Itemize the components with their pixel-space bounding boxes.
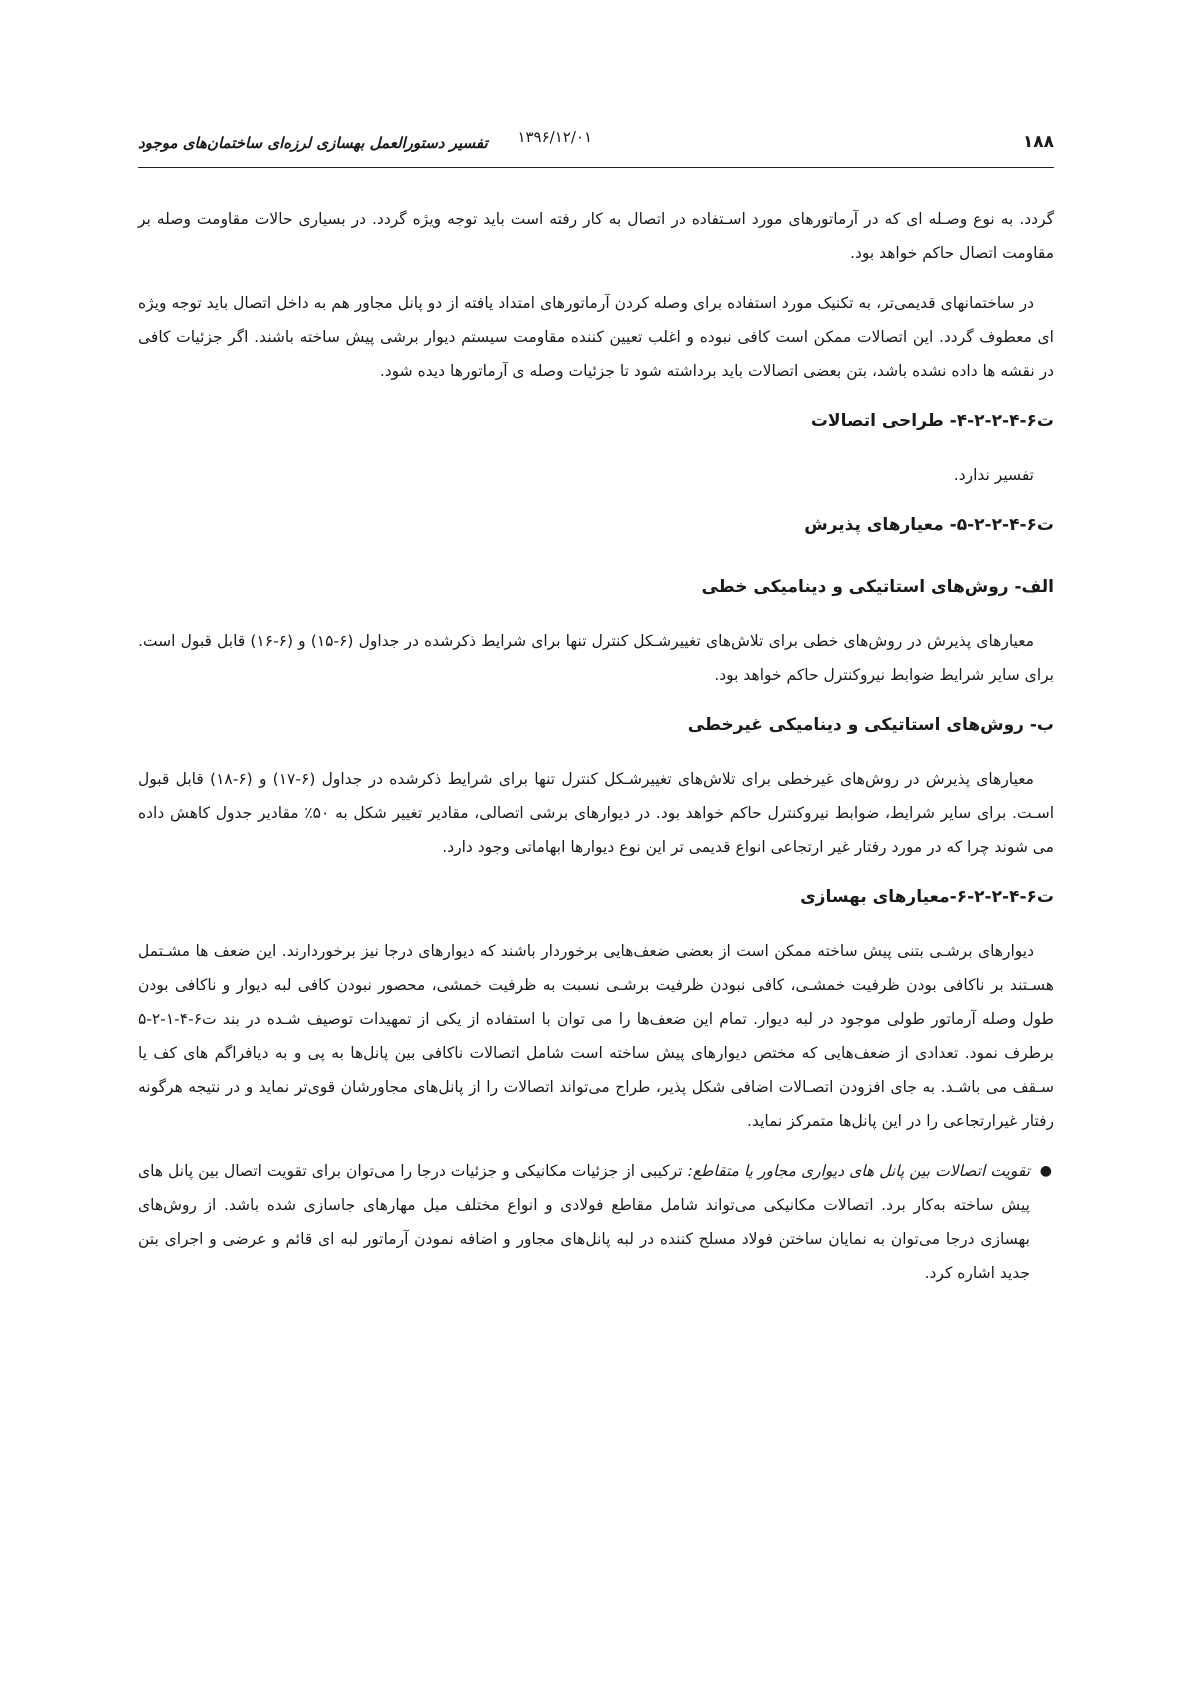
heading-connection-design: ت۶-۴-۲-۲-۴- طراحی اتصالات xyxy=(810,411,1054,431)
heading-nonlinear-methods: ب- روش‌های استاتیکی و دینامیکی غیرخطی xyxy=(687,715,1054,735)
list-item xyxy=(138,1154,1052,1290)
paragraph-retrofit: دیوارهای برشـی بتنی پیش ساخته ممکن است از بعضی ضعف‌هایی برخوردار باشند که دیوارهای درجا نیز برخوردارند. این ضعف ها مشـتمل هسـتند بر ناکافی بودن ظرفیت خمشـی، کافی نبودن ظرفیت برشـی نسبت به ظرفیت خمشی، محصور نبودن کافی لبه دیوار و ناکافی بودن طول وصله آرماتور طولی موجود در لبه دیوار. تمام این ضعف‌ها را می توان با استفاده از یکی از تمهیدات توصیف شـده در بند ت۶-۴-۱-۲-۵ برطرف نمود. تعدادی از ضعف‌هایی که مختص دیوارهای پیش ساخته است شامل اتصالات ناکافی بین پانل‌ها به پی و به دیافراگم های کف یا سـقف می باشـد. به جای افزودن اتصـالات اضافی شکل پذیر، طراح می‌تواند اتصالات را از پانل‌های مجاورشان قوی‌تر نماید و در نتیجه هرگونه رفتار غیرارتجاعی را در این پانل‌ها متمرکز نماید. xyxy=(138,942,1054,1130)
heading-linear-methods: الف- روش‌های استاتیکی و دینامیکی خطی xyxy=(701,577,1054,597)
page-body xyxy=(138,202,1054,1290)
page-number: ۱۸۸ xyxy=(1022,132,1054,152)
paragraph-linear: معیارهای پذیرش در روش‌های خطی برای تلاش‌های تغییرشـکل کنترل تنها برای شرایط ذکرشده در جداول (۶-۱۵) و (۶-۱۶) قابل قبول است. برای سایر شرایط ضوابط نیروکنترل حاکم خواهد بود. xyxy=(138,632,1054,684)
retrofit-list xyxy=(138,1154,1054,1290)
running-header xyxy=(138,128,1054,168)
header-title: تفسیر دستورالعمل بهسازی لرزه‌ای ساختمان‌های موجود xyxy=(138,134,488,152)
paragraph-continuation: گردد. به نوع وصـله ای که در آرماتورهای مورد اسـتفاده در اتصال به کار رفته است باید توجه ویژه گردد. در بسیاری حالات مقاومت وصله بر مقاومت اتصال حاکم خواهد بود. xyxy=(138,210,1054,262)
bullet-icon: ● xyxy=(1039,1163,1052,1179)
header-rule xyxy=(138,167,1054,168)
no-commentary-note: تفسیر ندارد. xyxy=(953,466,1034,484)
paragraph-old-buildings: در ساختمانهای قدیمی‌تر، به تکنیک مورد استفاده برای وصله کردن آرماتورهای امتداد یافته از دو پانل مجاور هم به داخل اتصال باید توجه ویژه ای معطوف گردد. این اتصالات ممکن است کافی نبوده و اغلب تعیین کننده مقاومت سیستم دیوار برشی پیش ساخته باشند. اگر جزئیات کافی در نقشه ها داده نشده باشد، بتن بعضی اتصالات باید برداشته شود تا جزئیات وصله ی آرماتورها دیده شود. xyxy=(138,294,1054,380)
heading-acceptance-criteria: ت۶-۴-۲-۲-۵- معیارهای پذیرش xyxy=(804,515,1054,535)
bullet-title: تقویت اتصالات بین پانل های دیواری مجاور یا متقاطع: xyxy=(687,1162,1030,1180)
heading-retrofit-criteria: ت۶-۴-۲-۲-۶-معیارهای بهسازی xyxy=(800,887,1054,907)
header-date: ۱۳۹۶/۱۲/۰۱ xyxy=(517,128,592,146)
paragraph-nonlinear: معیارهای پذیرش در روش‌های غیرخطی برای تلاش‌های تغییرشـکل کنترل تنها برای شرایط ذکرشده در جداول (۶-۱۷) و (۶-۱۸) قابل قبول اسـت. برای سایر شرایط، ضوابط نیروکنترل حاکم خواهد بود. در دیوارهای برشی اتصالی، مقادیر تغییر شکل به ۵۰٪ مقادیر جدول کاهش داده می شوند چرا که در مورد رفتار غیر ارتجاعی انواع قدیمی تر این نوع دیوارها ابهاماتی وجود دارد. xyxy=(138,770,1054,856)
bullet-text: ترکیبی از جزئیات مکانیکی و جزئیات درجا را می‌توان برای تقویت اتصال بین پانل های پیش ساخته به‌کار برد. اتصالات مکانیکی می‌تواند شامل مقاطع فولادی و انواع مختلف میل مهارهای جاسازی شده باشد. از روش‌های بهسازی درجا می‌توان به نمایان ساختن فولاد مسلح کننده در لبه پانل‌های مجاور و اضافه نمودن آرماتور لبه ای قائم و عرضی و اجرای بتن جدید اشاره کرد. xyxy=(138,1162,1030,1282)
